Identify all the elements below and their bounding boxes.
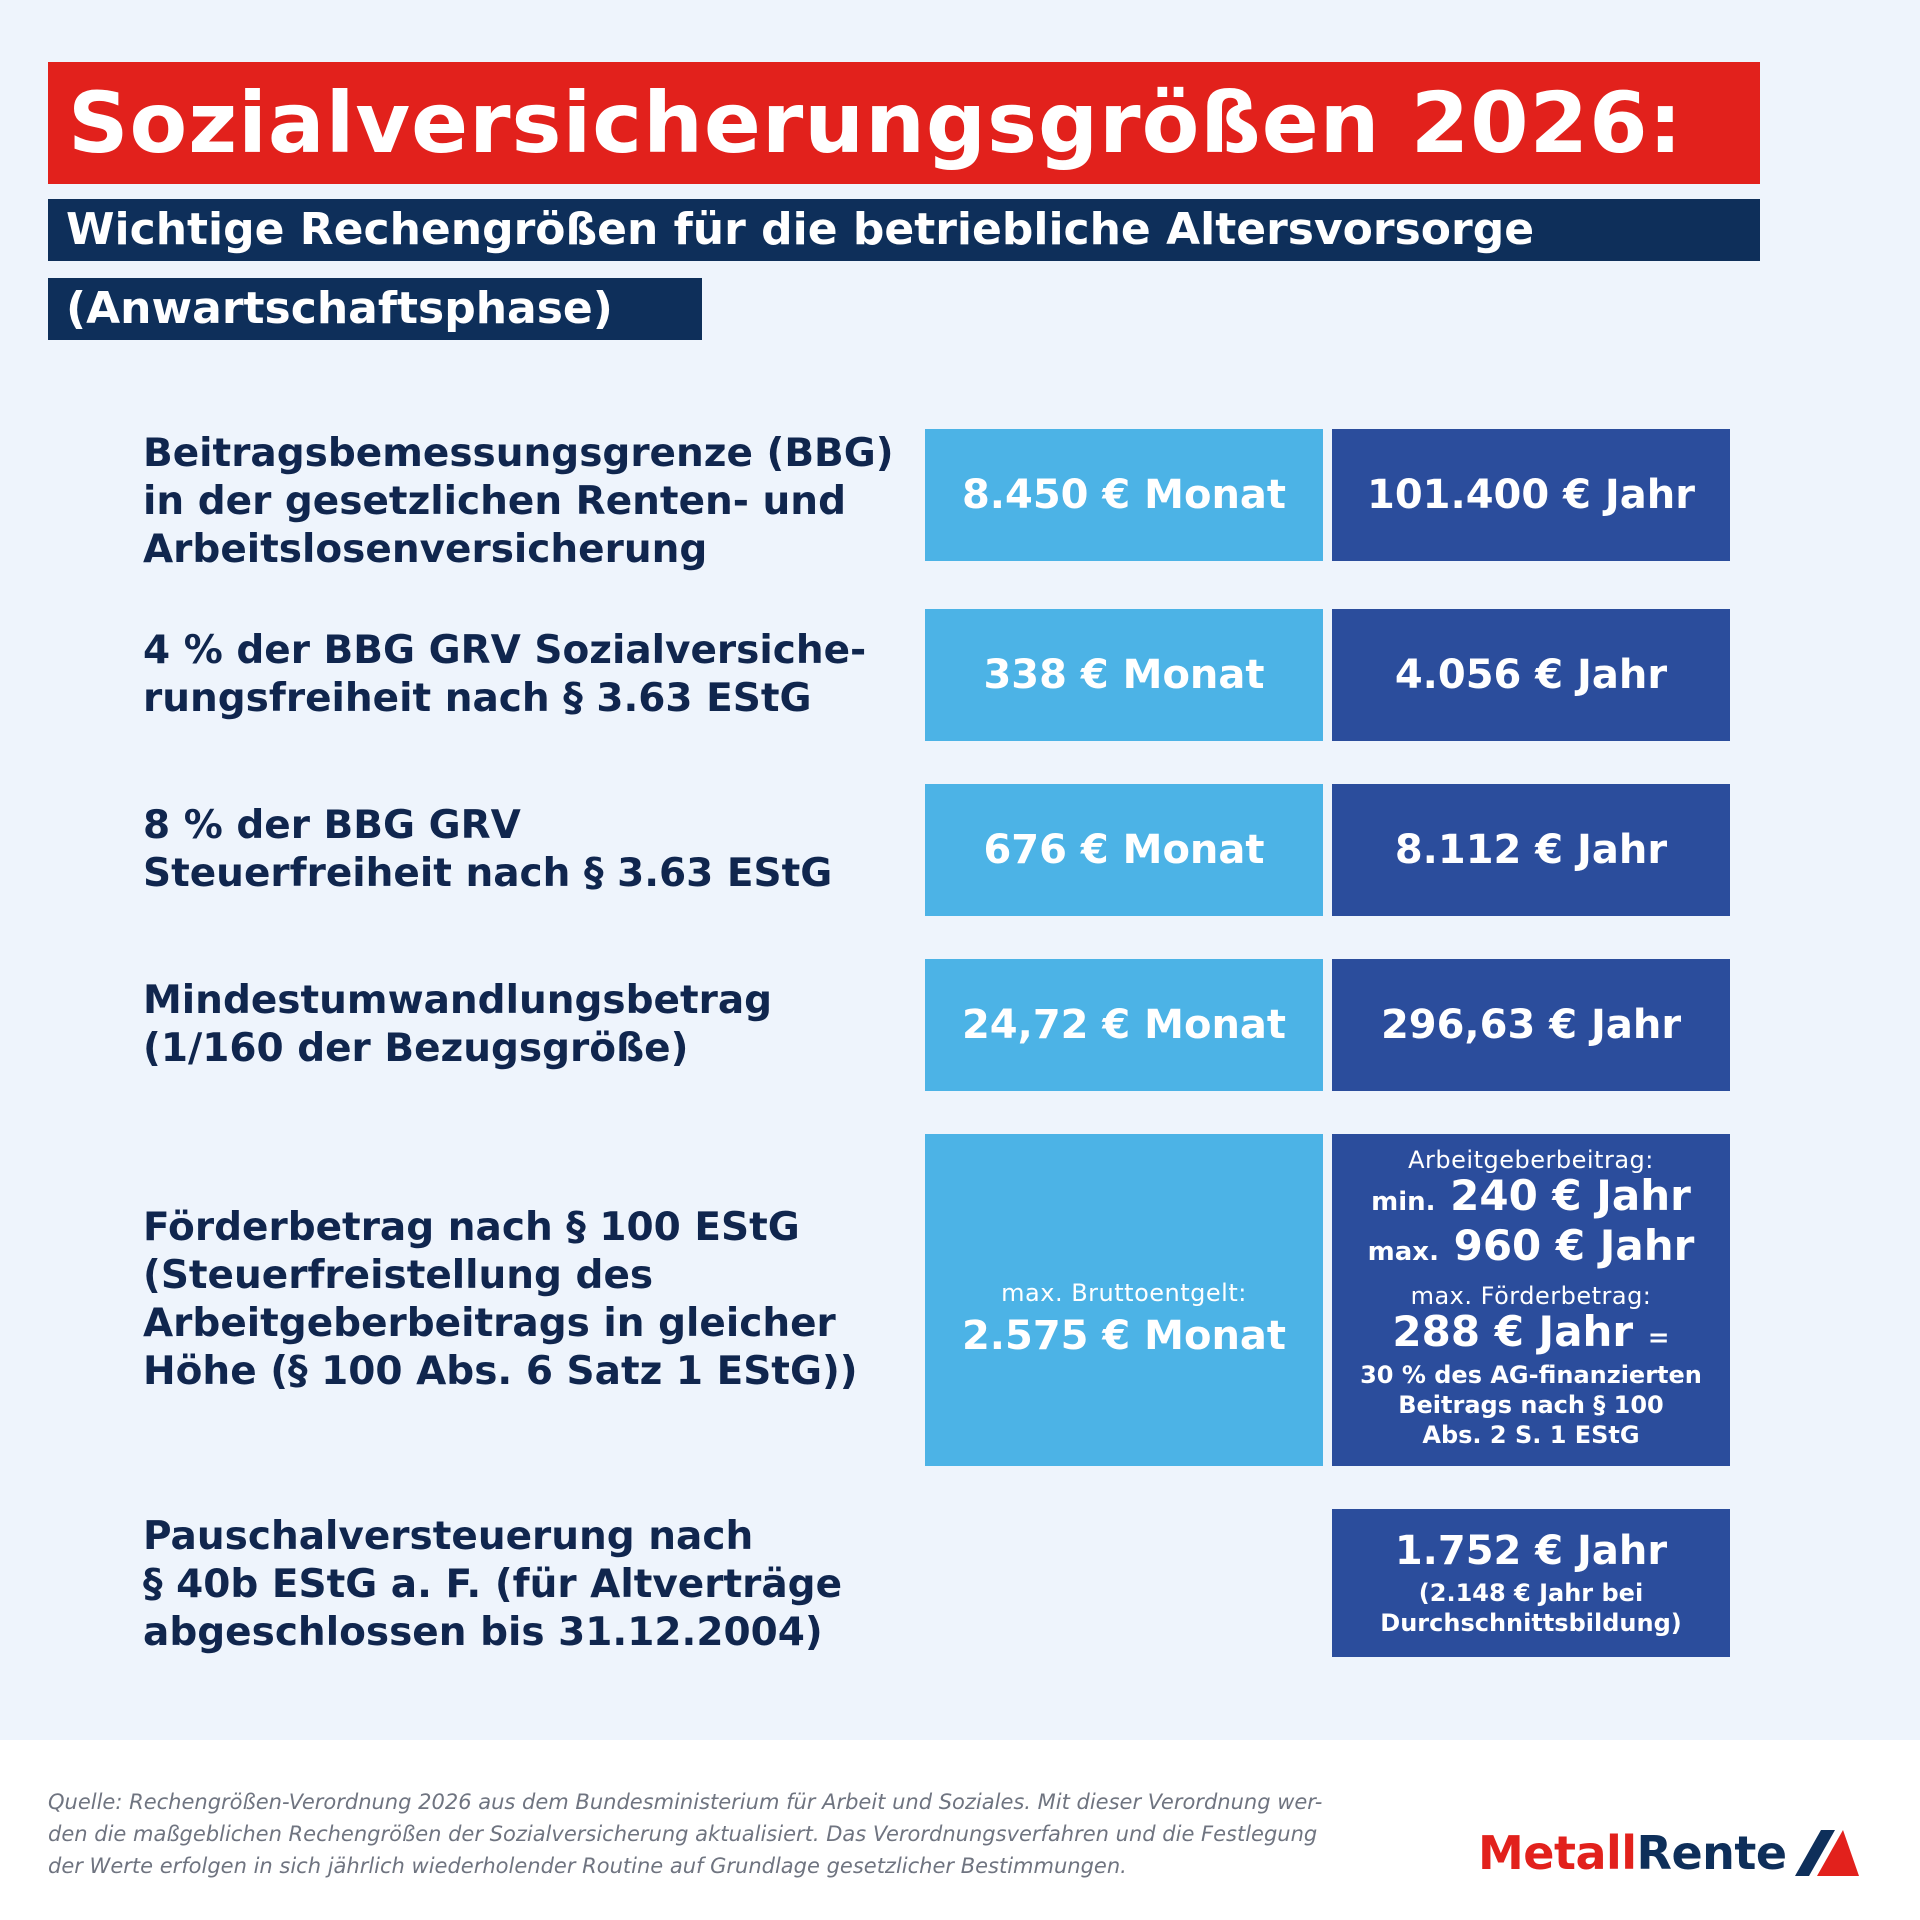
source-note: Quelle: Rechengrößen-Verordnung 2026 aus dem Bundesministerium für Arbeit und Soziales. Mit dieser Verordnung wer- den die maßgeblichen Rechengrößen der Sozialversicherung aktualisiert. Das Verordnungsverfahren und die Festlegung der Werte erfolgen in sich jährlich wiederholender Routine auf Grundlage gesetzlicher Bestimmungen. (48, 1790, 1323, 1878)
row-label-bbg: Beitragsbemessungsgrenze (BBG) in der gesetzlichen Renten- und Arbeitslosenversicherung (143, 431, 894, 572)
value-yearly-bbg: 101.400 € Jahr (1332, 429, 1730, 561)
max-amount: max. 960 € Jahr (1367, 1221, 1695, 1270)
row-label-pauschalversteuerung: Pauschalversteuerung nach § 40b EStG a. F. (für Altverträge abgeschlossen bis 31.12.2004) (143, 1514, 843, 1655)
value-monthly-4-percent: 338 € Monat (925, 609, 1323, 741)
metallrente-logo: MetallRente (1478, 1826, 1859, 1880)
page-title: Sozialversicherungsgrößen 2026: (48, 62, 1760, 184)
footer (0, 1740, 1920, 1920)
logo-mark-icon (1795, 1830, 1859, 1876)
value-yearly-8-percent: 8.112 € Jahr (1332, 784, 1730, 916)
page-subtitle-line-1: Wichtige Rechengrößen für die betriebliche Altersvorsorge (48, 199, 1760, 261)
value-monthly-mindestumwandlung: 24,72 € Monat (925, 959, 1323, 1091)
value-yearly-foerderbetrag: Arbeitgeberbeitrag: min. 240 € Jahr max. 960 € Jahr max. Förderbetrag: 288 € Jahr = 30 % des AG-finanzierten Beitrags nach § 100 Abs. 2 S. 1 EStG (1332, 1134, 1730, 1466)
row-label-foerderbetrag: Förderbetrag nach § 100 EStG (Steuerfreistellung des Arbeitgeberbeitrags in gleicher Höhe (§ 100 Abs. 6 Satz 1 EStG)) (143, 1205, 858, 1394)
value-monthly-bbg: 8.450 € Monat (925, 429, 1323, 561)
value-monthly-foerderbetrag: max. Bruttoentgelt: 2.575 € Monat (925, 1134, 1323, 1466)
funding-amount: 288 € Jahr = (1392, 1307, 1670, 1356)
value-yearly-4-percent: 4.056 € Jahr (1332, 609, 1730, 741)
value-yearly-mindestumwandlung: 296,63 € Jahr (1332, 959, 1730, 1091)
row-label-4-percent: 4 % der BBG GRV Sozialversiche- rungsfreiheit nach § 3.63 EStG (143, 628, 867, 721)
row-label-8-percent: 8 % der BBG GRV Steuerfreiheit nach § 3.63 EStG (143, 803, 833, 896)
page-subtitle-line-2: (Anwartschaftsphase) (48, 278, 702, 340)
min-amount: min. 240 € Jahr (1371, 1171, 1691, 1220)
row-label-mindestumwandlung: Mindestumwandlungsbetrag (1/160 der Bezugsgröße) (143, 978, 773, 1071)
value-monthly-8-percent: 676 € Monat (925, 784, 1323, 916)
value-yearly-pauschalversteuerung: 1.752 € Jahr (2.148 € Jahr bei Durchschnittsbildung) (1332, 1509, 1730, 1657)
